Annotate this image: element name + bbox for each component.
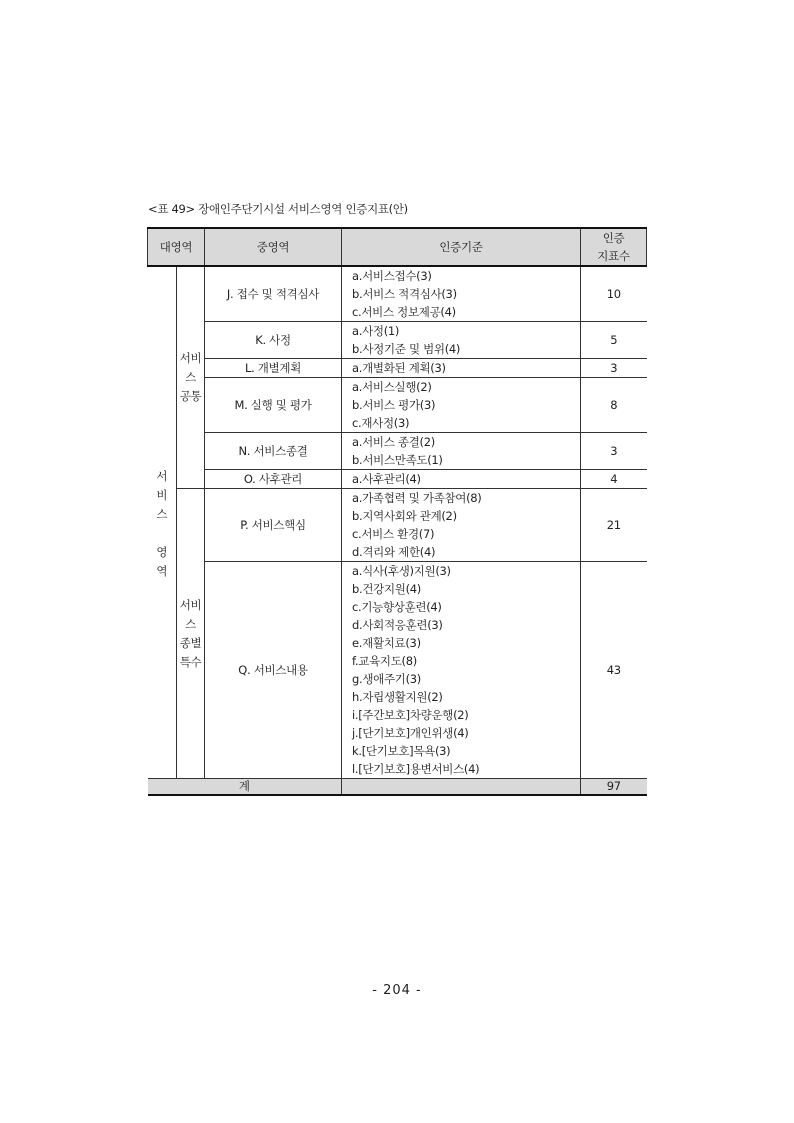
indicator-count: 8	[581, 378, 647, 433]
table-row	[148, 359, 647, 378]
criteria-cell	[342, 470, 581, 489]
table-caption: <표 49> 장애인주단기시설 서비스영역 인증지표(안)	[148, 202, 408, 216]
criteria-item: a.사후관리(4)	[352, 472, 421, 486]
criteria-item: a.사정(1)	[352, 324, 400, 338]
header-criteria: 인증기준	[342, 228, 581, 266]
criteria-item: i.[주간보호]차량운행(2)	[352, 708, 469, 722]
criteria-item: a.서비스접수(3)	[352, 269, 432, 283]
criteria-item: d.사회적응훈련(3)	[352, 618, 443, 632]
sub-area-common-line: 서비	[179, 351, 202, 365]
criteria-item: a.서비스실행(2)	[352, 380, 432, 394]
mid-area-name: Q. 서비스내용	[205, 562, 342, 779]
major-area-char: 서	[156, 469, 168, 483]
criteria-item: j.[단기보호]개인위생(4)	[352, 726, 469, 740]
major-area-cell	[148, 266, 177, 779]
criteria-item: a.개별화된 계획(3)	[352, 361, 446, 375]
mid-area-name: O. 사후관리	[205, 470, 342, 489]
indicator-count: 3	[581, 359, 647, 378]
header-count-line1: 인증	[602, 231, 625, 245]
major-area-char: 스	[156, 507, 168, 521]
criteria-item: b.건강지원(4)	[352, 582, 421, 596]
criteria-item: b.사정기준 및 범위(4)	[352, 342, 461, 356]
sub-area-special-line: 스	[185, 616, 196, 631]
header-mid-area: 중영역	[205, 228, 342, 266]
criteria-cell	[342, 378, 581, 433]
sub-area-special-cell	[177, 489, 205, 779]
indicator-count: 21	[581, 489, 647, 562]
criteria-item: c.재사정(3)	[352, 416, 410, 430]
header-count	[581, 228, 647, 266]
sub-area-special-line: 서비	[179, 597, 202, 612]
criteria-cell	[342, 322, 581, 359]
header-count-line2: 지표수	[597, 249, 630, 263]
criteria-item: k.[단기보호]목욕(3)	[352, 744, 451, 758]
total-count: 97	[581, 779, 647, 796]
criteria-cell	[342, 359, 581, 378]
total-row	[148, 779, 647, 796]
criteria-item: h.자립생활지원(2)	[352, 690, 443, 704]
table-row	[148, 433, 647, 470]
major-area-char: 역	[156, 564, 168, 578]
table-row	[148, 562, 647, 779]
indicator-count: 3	[581, 433, 647, 470]
criteria-item: b.서비스 적격심사(3)	[352, 287, 457, 301]
table-row	[148, 378, 647, 433]
total-criteria-empty	[342, 779, 581, 796]
header-major-area: 대영역	[148, 228, 205, 266]
indicator-count: 5	[581, 322, 647, 359]
indicator-count: 4	[581, 470, 647, 489]
mid-area-name: J. 접수 및 적격심사	[205, 266, 342, 322]
mid-area-name: P. 서비스핵심	[205, 489, 342, 562]
criteria-item: b.지역사회와 관계(2)	[352, 509, 457, 523]
criteria-item: e.재활치료(3)	[352, 636, 421, 650]
criteria-item: c.기능향상훈련(4)	[352, 600, 442, 614]
major-area-char: 비	[156, 488, 168, 502]
table-row	[148, 322, 647, 359]
certification-indicator-table	[147, 227, 647, 796]
criteria-item: b.서비스만족도(1)	[352, 453, 443, 467]
indicator-count: 10	[581, 266, 647, 322]
sub-area-common-line: 공통	[179, 389, 202, 403]
criteria-item: a.서비스 종결(2)	[352, 435, 435, 449]
mid-area-name: L. 개별계획	[205, 359, 342, 378]
table-row	[148, 470, 647, 489]
sub-area-special-line: 종별	[179, 635, 202, 650]
mid-area-name: N. 서비스종결	[205, 433, 342, 470]
criteria-item: f.교육지도(8)	[352, 654, 417, 668]
criteria-cell	[342, 562, 581, 779]
major-area-char: 영	[156, 545, 168, 559]
criteria-cell	[342, 489, 581, 562]
page-number: - 204 -	[372, 983, 422, 998]
criteria-cell	[342, 433, 581, 470]
mid-area-name: K. 사정	[205, 322, 342, 359]
mid-area-name: M. 실행 및 평가	[205, 378, 342, 433]
header-row	[148, 228, 647, 266]
indicator-count: 43	[581, 562, 647, 779]
criteria-item: c.서비스 환경(7)	[352, 527, 435, 541]
sub-area-common-line: 스	[185, 370, 196, 384]
criteria-item: d.격리와 제한(4)	[352, 545, 436, 559]
criteria-item: b.서비스 평가(3)	[352, 398, 436, 412]
criteria-item: a.식사(후생)지원(3)	[352, 564, 451, 578]
sub-area-special-line: 특수	[179, 654, 202, 669]
table-row	[148, 489, 647, 562]
criteria-item: g.생애주기(3)	[352, 672, 421, 686]
sub-area-common-cell	[177, 266, 205, 489]
criteria-item: c.서비스 정보제공(4)	[352, 305, 456, 319]
total-label: 계	[148, 779, 342, 796]
criteria-cell	[342, 266, 581, 322]
criteria-item: a.가족협력 및 가족참여(8)	[352, 491, 482, 505]
table-row	[148, 266, 647, 322]
criteria-item: l.[단기보호]용변서비스(4)	[352, 762, 480, 776]
